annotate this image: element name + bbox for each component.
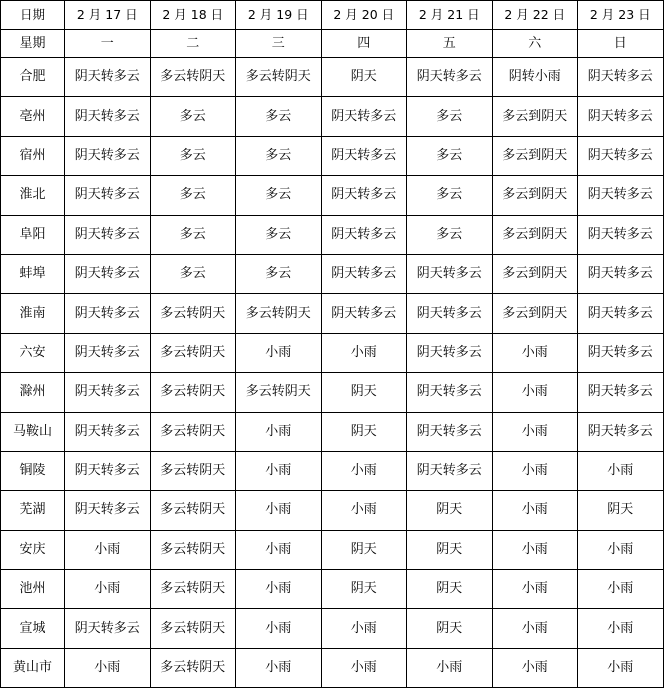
forecast-cell: 小雨 bbox=[492, 609, 578, 648]
date-label-cell: 日期 bbox=[1, 1, 65, 30]
forecast-cell: 小雨 bbox=[321, 451, 407, 490]
forecast-cell: 小雨 bbox=[236, 648, 322, 687]
forecast-cell: 阴天 bbox=[578, 491, 664, 530]
weekday-cell: 六 bbox=[492, 30, 578, 58]
city-name-cell: 芜湖 bbox=[1, 491, 65, 530]
forecast-cell: 小雨 bbox=[578, 451, 664, 490]
date-cell: 2 月 18 日 bbox=[150, 1, 236, 30]
forecast-cell: 多云转阴天 bbox=[150, 373, 236, 412]
city-forecast-row bbox=[1, 215, 664, 254]
forecast-cell: 阴天转多云 bbox=[65, 491, 151, 530]
forecast-cell: 小雨 bbox=[65, 570, 151, 609]
forecast-cell: 阴天转多云 bbox=[321, 294, 407, 333]
forecast-cell: 小雨 bbox=[236, 491, 322, 530]
forecast-cell: 小雨 bbox=[492, 412, 578, 451]
forecast-cell: 阴天转多云 bbox=[407, 373, 493, 412]
forecast-cell: 阴天 bbox=[407, 491, 493, 530]
forecast-cell: 多云 bbox=[236, 176, 322, 215]
date-cell: 2 月 17 日 bbox=[65, 1, 151, 30]
weekday-cell: 日 bbox=[578, 30, 664, 58]
forecast-cell: 多云 bbox=[407, 176, 493, 215]
forecast-cell: 多云到阴天 bbox=[492, 294, 578, 333]
forecast-cell: 多云 bbox=[150, 215, 236, 254]
city-forecast-row bbox=[1, 412, 664, 451]
city-name-cell: 六安 bbox=[1, 333, 65, 372]
forecast-cell: 阴天转多云 bbox=[65, 451, 151, 490]
forecast-cell: 小雨 bbox=[492, 570, 578, 609]
forecast-cell: 小雨 bbox=[321, 648, 407, 687]
forecast-cell: 阴天转多云 bbox=[321, 176, 407, 215]
forecast-cell: 阴天 bbox=[321, 530, 407, 569]
forecast-cell: 多云转阴天 bbox=[150, 570, 236, 609]
forecast-cell: 阴天转多云 bbox=[65, 254, 151, 293]
city-name-cell: 铜陵 bbox=[1, 451, 65, 490]
forecast-cell: 多云 bbox=[407, 215, 493, 254]
forecast-cell: 多云转阴天 bbox=[150, 294, 236, 333]
forecast-cell: 阴天转多云 bbox=[321, 215, 407, 254]
city-forecast-row bbox=[1, 648, 664, 687]
forecast-cell: 多云到阴天 bbox=[492, 97, 578, 136]
forecast-cell: 小雨 bbox=[492, 491, 578, 530]
city-name-cell: 宣城 bbox=[1, 609, 65, 648]
city-forecast-row bbox=[1, 373, 664, 412]
city-forecast-row bbox=[1, 97, 664, 136]
forecast-cell: 多云 bbox=[150, 176, 236, 215]
date-cell: 2 月 20 日 bbox=[321, 1, 407, 30]
date-header-row bbox=[1, 1, 664, 30]
forecast-cell: 阴天转多云 bbox=[321, 97, 407, 136]
weekday-row bbox=[1, 30, 664, 58]
forecast-cell: 小雨 bbox=[65, 530, 151, 569]
forecast-cell: 阴天转多云 bbox=[65, 136, 151, 175]
date-cell: 2 月 21 日 bbox=[407, 1, 493, 30]
forecast-cell: 阴天转多云 bbox=[578, 254, 664, 293]
forecast-cell: 阴天转多云 bbox=[321, 254, 407, 293]
city-name-cell: 淮南 bbox=[1, 294, 65, 333]
forecast-cell: 小雨 bbox=[407, 648, 493, 687]
forecast-cell: 阴天转多云 bbox=[578, 294, 664, 333]
city-forecast-row bbox=[1, 58, 664, 97]
forecast-cell: 阴天转多云 bbox=[578, 58, 664, 97]
forecast-cell: 阴天转多云 bbox=[65, 333, 151, 372]
city-name-cell: 黄山市 bbox=[1, 648, 65, 687]
city-name-cell: 马鞍山 bbox=[1, 412, 65, 451]
forecast-cell: 多云 bbox=[236, 215, 322, 254]
forecast-cell: 阴天转多云 bbox=[65, 373, 151, 412]
forecast-cell: 多云转阴天 bbox=[236, 58, 322, 97]
city-name-cell: 滁州 bbox=[1, 373, 65, 412]
forecast-cell: 多云转阴天 bbox=[150, 609, 236, 648]
forecast-cell: 阴天转多云 bbox=[65, 294, 151, 333]
forecast-cell: 阴天转多云 bbox=[578, 333, 664, 372]
forecast-cell: 阴天转多云 bbox=[65, 609, 151, 648]
forecast-cell: 多云转阴天 bbox=[150, 648, 236, 687]
forecast-cell: 多云转阴天 bbox=[150, 530, 236, 569]
forecast-cell: 小雨 bbox=[492, 333, 578, 372]
forecast-cell: 阴天转多云 bbox=[407, 412, 493, 451]
forecast-cell: 多云 bbox=[407, 97, 493, 136]
forecast-cell: 小雨 bbox=[492, 373, 578, 412]
forecast-cell: 阴天 bbox=[407, 570, 493, 609]
city-forecast-row bbox=[1, 530, 664, 569]
forecast-cell: 小雨 bbox=[578, 648, 664, 687]
forecast-cell: 小雨 bbox=[578, 530, 664, 569]
forecast-cell: 小雨 bbox=[578, 609, 664, 648]
forecast-cell: 多云转阴天 bbox=[150, 451, 236, 490]
forecast-cell: 阴天转多云 bbox=[407, 58, 493, 97]
forecast-cell: 阴天转多云 bbox=[578, 215, 664, 254]
forecast-cell: 多云转阴天 bbox=[236, 373, 322, 412]
forecast-cell: 阴天转多云 bbox=[321, 136, 407, 175]
date-cell: 2 月 23 日 bbox=[578, 1, 664, 30]
forecast-cell: 阴天转多云 bbox=[407, 451, 493, 490]
city-forecast-row bbox=[1, 609, 664, 648]
forecast-cell: 多云 bbox=[236, 97, 322, 136]
forecast-cell: 阴天 bbox=[321, 373, 407, 412]
city-forecast-row bbox=[1, 176, 664, 215]
forecast-cell: 小雨 bbox=[236, 412, 322, 451]
forecast-cell: 多云到阴天 bbox=[492, 136, 578, 175]
city-name-cell: 宿州 bbox=[1, 136, 65, 175]
forecast-cell: 多云转阴天 bbox=[150, 333, 236, 372]
forecast-cell: 小雨 bbox=[236, 451, 322, 490]
city-forecast-row bbox=[1, 294, 664, 333]
city-forecast-row bbox=[1, 254, 664, 293]
city-forecast-row bbox=[1, 333, 664, 372]
date-cell: 2 月 22 日 bbox=[492, 1, 578, 30]
weekday-cell: 一 bbox=[65, 30, 151, 58]
city-forecast-row bbox=[1, 570, 664, 609]
weekday-cell: 二 bbox=[150, 30, 236, 58]
forecast-cell: 小雨 bbox=[492, 648, 578, 687]
forecast-cell: 阴天转多云 bbox=[407, 333, 493, 372]
forecast-cell: 小雨 bbox=[492, 530, 578, 569]
forecast-cell: 多云到阴天 bbox=[492, 215, 578, 254]
forecast-cell: 多云 bbox=[407, 136, 493, 175]
weekday-cell: 四 bbox=[321, 30, 407, 58]
city-forecast-row bbox=[1, 451, 664, 490]
city-name-cell: 蚌埠 bbox=[1, 254, 65, 293]
forecast-cell: 多云 bbox=[150, 136, 236, 175]
forecast-cell: 阴天转多云 bbox=[65, 97, 151, 136]
forecast-cell: 阴天转多云 bbox=[578, 373, 664, 412]
forecast-cell: 阴天 bbox=[321, 412, 407, 451]
forecast-cell: 小雨 bbox=[321, 609, 407, 648]
forecast-cell: 阴天转多云 bbox=[578, 97, 664, 136]
forecast-cell: 阴天 bbox=[321, 58, 407, 97]
forecast-cell: 阴天转多云 bbox=[65, 58, 151, 97]
city-forecast-row bbox=[1, 136, 664, 175]
forecast-cell: 多云转阴天 bbox=[150, 491, 236, 530]
forecast-cell: 阴天转多云 bbox=[407, 254, 493, 293]
forecast-cell: 多云到阴天 bbox=[492, 254, 578, 293]
forecast-cell: 小雨 bbox=[236, 530, 322, 569]
forecast-cell: 多云转阴天 bbox=[236, 294, 322, 333]
forecast-cell: 小雨 bbox=[236, 609, 322, 648]
city-name-cell: 安庆 bbox=[1, 530, 65, 569]
forecast-cell: 阴转小雨 bbox=[492, 58, 578, 97]
forecast-cell: 阴天 bbox=[407, 530, 493, 569]
forecast-cell: 阴天转多云 bbox=[578, 412, 664, 451]
weekday-label-cell: 星期 bbox=[1, 30, 65, 58]
forecast-cell: 阴天转多云 bbox=[65, 412, 151, 451]
forecast-cell: 多云转阴天 bbox=[150, 412, 236, 451]
forecast-cell: 阴天转多云 bbox=[65, 215, 151, 254]
forecast-cell: 阴天 bbox=[321, 570, 407, 609]
forecast-cell: 小雨 bbox=[578, 570, 664, 609]
forecast-cell: 多云 bbox=[236, 254, 322, 293]
forecast-cell: 多云转阴天 bbox=[150, 58, 236, 97]
forecast-cell: 小雨 bbox=[321, 333, 407, 372]
city-name-cell: 池州 bbox=[1, 570, 65, 609]
forecast-cell: 多云到阴天 bbox=[492, 176, 578, 215]
forecast-cell: 阴天转多云 bbox=[407, 294, 493, 333]
forecast-cell: 阴天转多云 bbox=[65, 176, 151, 215]
forecast-cell: 小雨 bbox=[492, 451, 578, 490]
forecast-cell: 多云 bbox=[236, 136, 322, 175]
weekday-cell: 三 bbox=[236, 30, 322, 58]
forecast-cell: 小雨 bbox=[236, 570, 322, 609]
forecast-cell: 小雨 bbox=[236, 333, 322, 372]
city-name-cell: 合肥 bbox=[1, 58, 65, 97]
city-name-cell: 亳州 bbox=[1, 97, 65, 136]
forecast-cell: 多云 bbox=[150, 97, 236, 136]
forecast-cell: 多云 bbox=[150, 254, 236, 293]
forecast-cell: 阴天 bbox=[407, 609, 493, 648]
city-name-cell: 阜阳 bbox=[1, 215, 65, 254]
weekday-cell: 五 bbox=[407, 30, 493, 58]
forecast-cell: 阴天转多云 bbox=[578, 176, 664, 215]
forecast-cell: 阴天转多云 bbox=[578, 136, 664, 175]
forecast-cell: 小雨 bbox=[321, 491, 407, 530]
date-cell: 2 月 19 日 bbox=[236, 1, 322, 30]
city-forecast-row bbox=[1, 491, 664, 530]
city-name-cell: 淮北 bbox=[1, 176, 65, 215]
forecast-cell: 小雨 bbox=[65, 648, 151, 687]
